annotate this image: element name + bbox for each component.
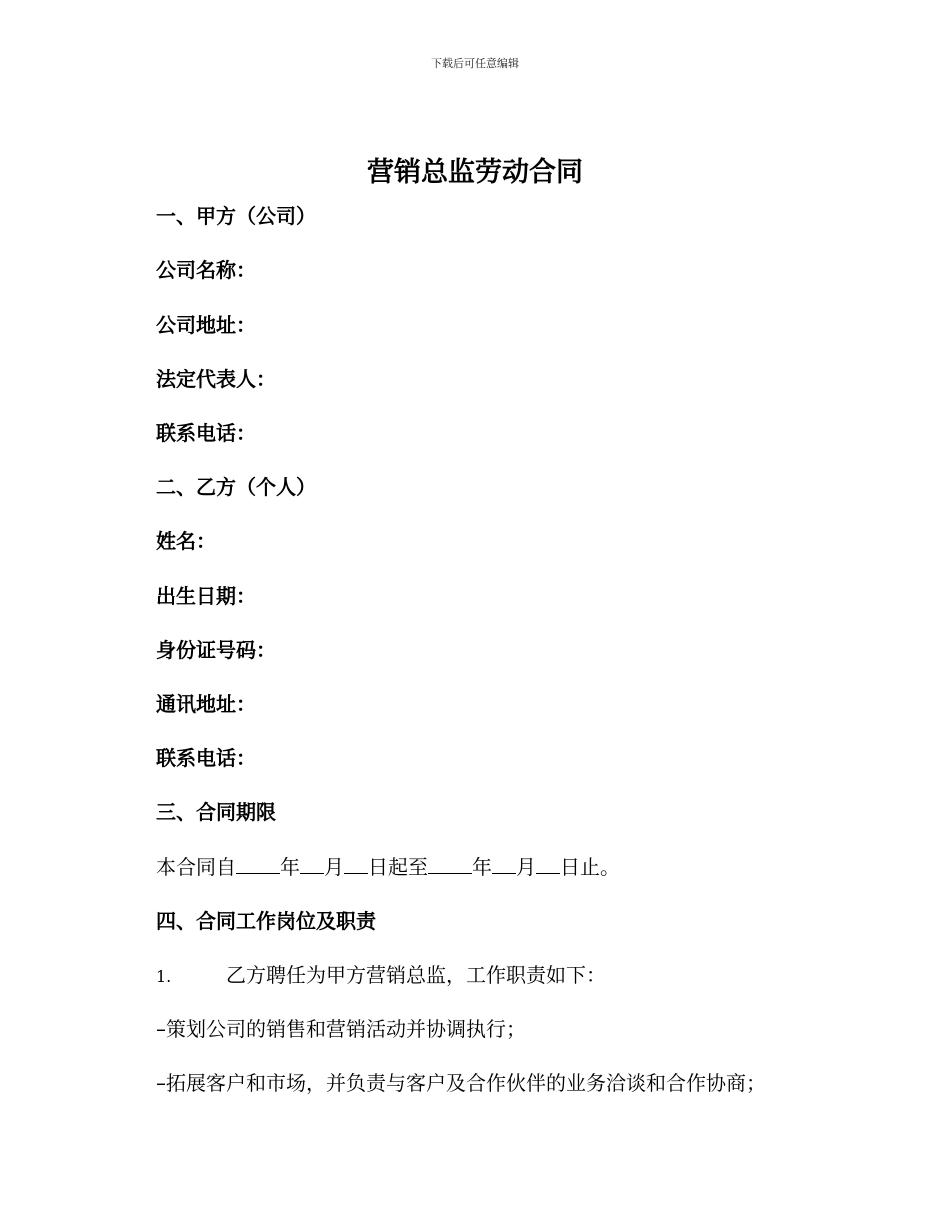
contract-title: 营销总监劳动合同 [367, 157, 583, 188]
start-year-label: 年 [280, 855, 300, 879]
duty-line: –策划公司的销售和营销活动并协调执行； [156, 1017, 526, 1041]
end-day-label: 日止。 [560, 855, 620, 879]
term-sentence [156, 851, 620, 880]
start-month-blank [300, 855, 324, 874]
start-day-blank [344, 855, 368, 874]
party-b-phone: 联系电话： [156, 746, 256, 770]
end-day-blank [536, 855, 560, 874]
duty-line: –拓展客户和市场，并负责与客户及合作伙伴的业务洽谈和合作协商； [156, 1071, 766, 1095]
position-item-1 [156, 959, 606, 988]
party-b-name: 姓名： [156, 529, 216, 553]
term-heading: 三、合同期限 [156, 800, 276, 824]
party-a-company-address: 公司地址： [156, 313, 256, 337]
end-year-blank [428, 855, 472, 874]
party-b-birth-date: 出生日期： [156, 584, 256, 608]
party-b-heading: 二、乙方（个人） [156, 475, 316, 499]
position-heading: 四、合同工作岗位及职责 [156, 909, 376, 933]
start-year-blank [236, 855, 280, 874]
header-note: 下载后可任意编辑 [431, 57, 519, 70]
end-month-blank [492, 855, 516, 874]
start-day-label: 日起至 [368, 855, 428, 879]
party-a-heading: 一、甲方（公司） [156, 204, 316, 228]
party-a-legal-rep: 法定代表人： [156, 367, 276, 391]
party-b-id-number: 身份证号码： [156, 638, 276, 662]
term-from-label: 本合同自 [156, 855, 236, 879]
party-a-phone: 联系电话： [156, 421, 256, 445]
item-text: 乙方聘任为甲方营销总监，工作职责如下： [226, 963, 606, 987]
item-number: 1. [156, 967, 172, 986]
end-month-label: 月 [516, 855, 536, 879]
start-month-label: 月 [324, 855, 344, 879]
end-year-label: 年 [472, 855, 492, 879]
party-a-company-name: 公司名称： [156, 258, 256, 282]
party-b-address: 通讯地址： [156, 692, 256, 716]
